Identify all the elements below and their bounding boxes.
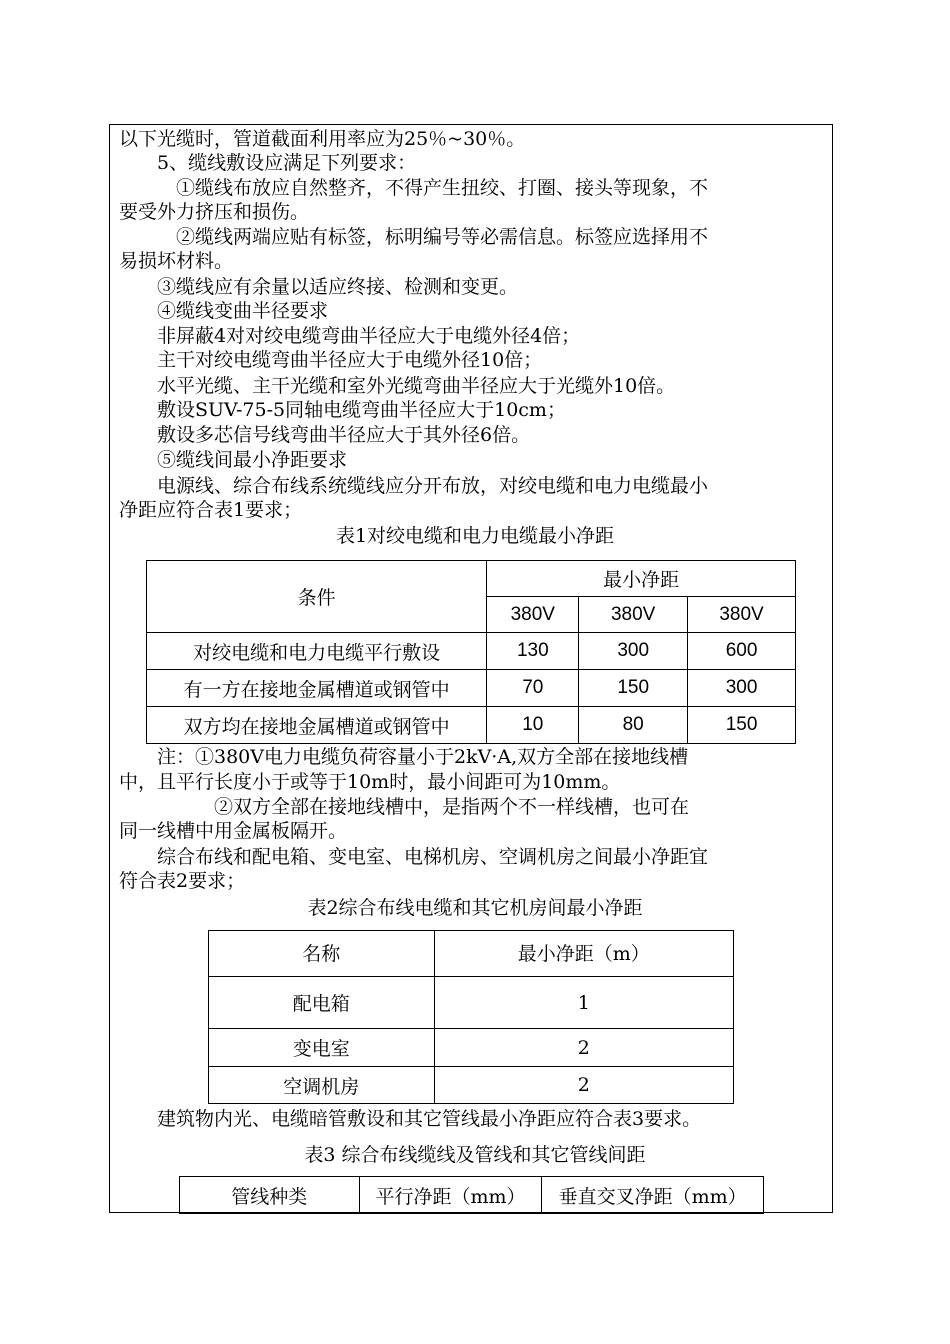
paragraph-line: 敷设SUV-75-5同轴电缆弯曲半径应大于10cm； [119, 399, 566, 421]
table3-caption: 表3 综合布线缆线及管线和其它管线间距 [304, 1144, 646, 1166]
table1-subheader: 380V [579, 597, 688, 633]
table-row [209, 977, 734, 1029]
table1-subheader: 380V [487, 597, 579, 633]
table2-row-name: 变电室 [209, 1029, 435, 1067]
table1-cell: 130 [487, 633, 579, 670]
table-row [209, 1067, 734, 1104]
table2-row-value: 1 [434, 977, 733, 1029]
table1-row-label: 双方均在接地金属槽道或钢管中 [147, 707, 487, 744]
table2-row-name: 配电箱 [209, 977, 435, 1029]
table-row [209, 1029, 734, 1067]
paragraph-line: 敷设多芯信号线弯曲半径应大于其外径6倍。 [119, 424, 531, 446]
table2-header-distance: 最小净距（m） [434, 931, 733, 977]
table1 [146, 560, 796, 744]
paragraph-line: 水平光缆、主干光缆和室外光缆弯曲半径应大于光缆外10倍。 [119, 375, 676, 397]
table2 [208, 930, 734, 1104]
paragraph-line: ④缆线变曲半径要求 [119, 300, 329, 322]
table1-cell: 10 [487, 707, 579, 744]
paragraph-line: 主干对绞电缆弯曲半径应大于电缆外径10倍； [119, 349, 543, 371]
paragraph-line: 电源线、综合布线系统缆线应分开布放，对绞电缆和电力电缆最小 [119, 475, 709, 497]
table1-row-label: 有一方在接地金属槽道或钢管中 [147, 670, 487, 707]
paragraph-line: ②缆线两端应贴有标签，标明编号等必需信息。标签应选择用不 [119, 226, 709, 248]
paragraph-line: ①缆线布放应自然整齐，不得产生扭绞、打圈、接头等现象，不 [119, 177, 709, 199]
note-line: 同一线槽中用金属板隔开。 [119, 820, 348, 842]
table2-row-value: 2 [434, 1029, 733, 1067]
table1-cell: 300 [579, 633, 688, 670]
table2-row-value: 2 [434, 1067, 733, 1104]
paragraph-line: 要受外力挤压和损伤。 [119, 201, 310, 223]
table1-caption: 表1对绞电缆和电力电缆最小净距 [335, 525, 615, 547]
paragraph-line: 净距应符合表1要求； [119, 499, 303, 521]
paragraph-line: ③缆线应有余量以适应终接、检测和变更。 [119, 276, 519, 298]
paragraph-line: 5、缆线敷设应满足下列要求： [119, 152, 417, 174]
table1-row-label: 对绞电缆和电力电缆平行敷设 [147, 633, 487, 670]
table-row [147, 670, 796, 707]
paragraph-line: ⑤缆线间最小净距要求 [119, 449, 348, 471]
table1-subheader: 380V [688, 597, 796, 633]
note-line: 中，且平行长度小于或等于10m时，最小间距可为10mm。 [119, 771, 621, 793]
table3-header-type: 管线种类 [180, 1177, 360, 1214]
table-row [147, 707, 796, 744]
table1-cell: 80 [579, 707, 688, 744]
paragraph-line: 易损坏材料。 [119, 250, 234, 272]
table1-cell: 600 [688, 633, 796, 670]
table1-cell: 300 [688, 670, 796, 707]
table3 [179, 1176, 764, 1214]
table3-header-parallel: 平行净距（mm） [359, 1177, 542, 1214]
paragraph-line: 非屏蔽4对对绞电缆弯曲半径应大于电缆外径4倍； [119, 325, 581, 347]
paragraph-line: 以下光缆时，管道截面利用率应为25％~30％。 [119, 128, 526, 150]
note-line: 注：①380V电力电缆负荷容量小于2kV·A,双方全部在接地线槽 [119, 746, 689, 768]
table1-cell: 150 [688, 707, 796, 744]
table1-header-condition: 条件 [147, 561, 487, 633]
paragraph-line: 建筑物内光、电缆暗管敷设和其它管线最小净距应符合表3要求。 [119, 1108, 702, 1130]
table2-row-name: 空调机房 [209, 1067, 435, 1104]
note-line: 综合布线和配电箱、变电室、电梯机房、空调机房之间最小净距宜 [119, 846, 709, 868]
note-line: 符合表2要求； [119, 870, 246, 892]
table2-caption: 表2综合布线电缆和其它机房间最小净距 [307, 897, 643, 919]
table1-header-min: 最小净距 [487, 561, 796, 597]
note-line: ②双方全部在接地线槽中，是指两个不一样线槽，也可在 [119, 796, 690, 818]
table2-header-name: 名称 [209, 931, 435, 977]
table-row [147, 633, 796, 670]
table-row [180, 1177, 764, 1214]
table1-cell: 150 [579, 670, 688, 707]
table3-header-cross: 垂直交叉净距（mm） [542, 1177, 764, 1214]
table1-cell: 70 [487, 670, 579, 707]
